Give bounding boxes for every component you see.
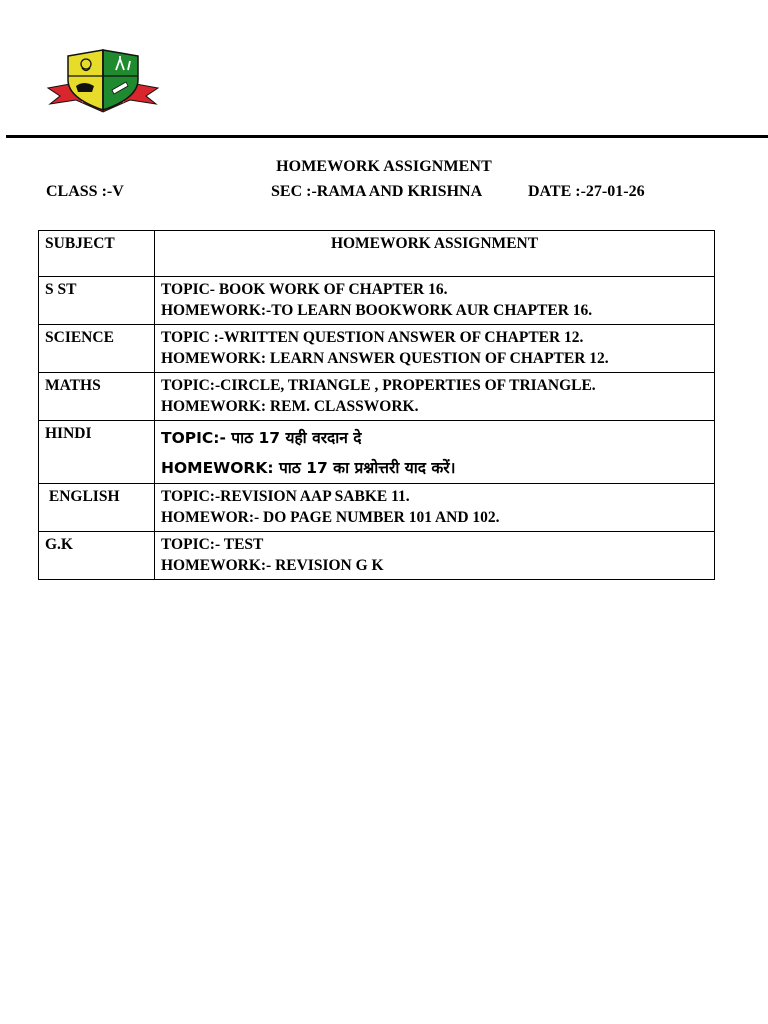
page-title: HOMEWORK ASSIGNMENT <box>276 158 492 175</box>
table-row <box>39 532 715 580</box>
homework-text: HOMEWORK: LEARN ANSWER QUESTION OF CHAPTER 12. <box>161 350 609 367</box>
school-crest-logo <box>46 46 160 118</box>
topic-text: TOPIC:-CIRCLE, TRIANGLE , PROPERTIES OF TRIANGLE. <box>161 377 596 394</box>
assignment-cell <box>155 277 715 325</box>
subject-text: ENGLISH <box>48 488 120 505</box>
subject-column-header: SUBJECT <box>39 231 155 277</box>
homework-text: HOMEWOR:- DO PAGE NUMBER 101 AND 102. <box>161 509 500 526</box>
assignment-cell <box>155 532 715 580</box>
homework-text: HOMEWORK:- REVISION G K <box>161 557 384 574</box>
assignment-cell <box>155 421 715 484</box>
topic-text: TOPIC:- TEST <box>161 536 264 553</box>
table-header-row <box>39 231 715 277</box>
subject-cell: S ST <box>39 277 155 325</box>
subject-cell: HINDI <box>39 421 155 484</box>
topic-text: TOPIC- BOOK WORK OF CHAPTER 16. <box>161 281 448 298</box>
assignment-cell <box>155 373 715 421</box>
class-label: CLASS :-V <box>46 183 124 200</box>
topic-text: TOPIC :-WRITTEN QUESTION ANSWER OF CHAPTER 12. <box>161 329 584 346</box>
table-row <box>39 484 715 532</box>
topic-text: TOPIC:- पाठ 17 यही वरदान दे <box>161 429 362 447</box>
assignment-cell <box>155 484 715 532</box>
table-row <box>39 325 715 373</box>
subject-cell: G.K <box>39 532 155 580</box>
date-label: DATE :-27-01-26 <box>528 183 645 200</box>
homework-text: HOMEWORK: REM. CLASSWORK. <box>161 398 419 415</box>
homework-text: HOMEWORK: पाठ 17 का प्रश्नोत्तरी याद करें। <box>161 459 456 477</box>
homework-text: HOMEWORK:-TO LEARN BOOKWORK AUR CHAPTER 16. <box>161 302 593 319</box>
subject-cell: MATHS <box>39 373 155 421</box>
table-row <box>39 277 715 325</box>
assignment-column-header: HOMEWORK ASSIGNMENT <box>155 231 715 277</box>
topic-text: TOPIC:-REVISION AAP SABKE 11. <box>161 488 410 505</box>
subject-cell <box>39 484 155 532</box>
table-row <box>39 373 715 421</box>
assignment-cell <box>155 325 715 373</box>
table-row <box>39 421 715 484</box>
section-label: SEC :-RAMA AND KRISHNA <box>271 183 483 200</box>
homework-table <box>38 230 715 580</box>
header-divider <box>6 135 768 138</box>
subject-cell: SCIENCE <box>39 325 155 373</box>
